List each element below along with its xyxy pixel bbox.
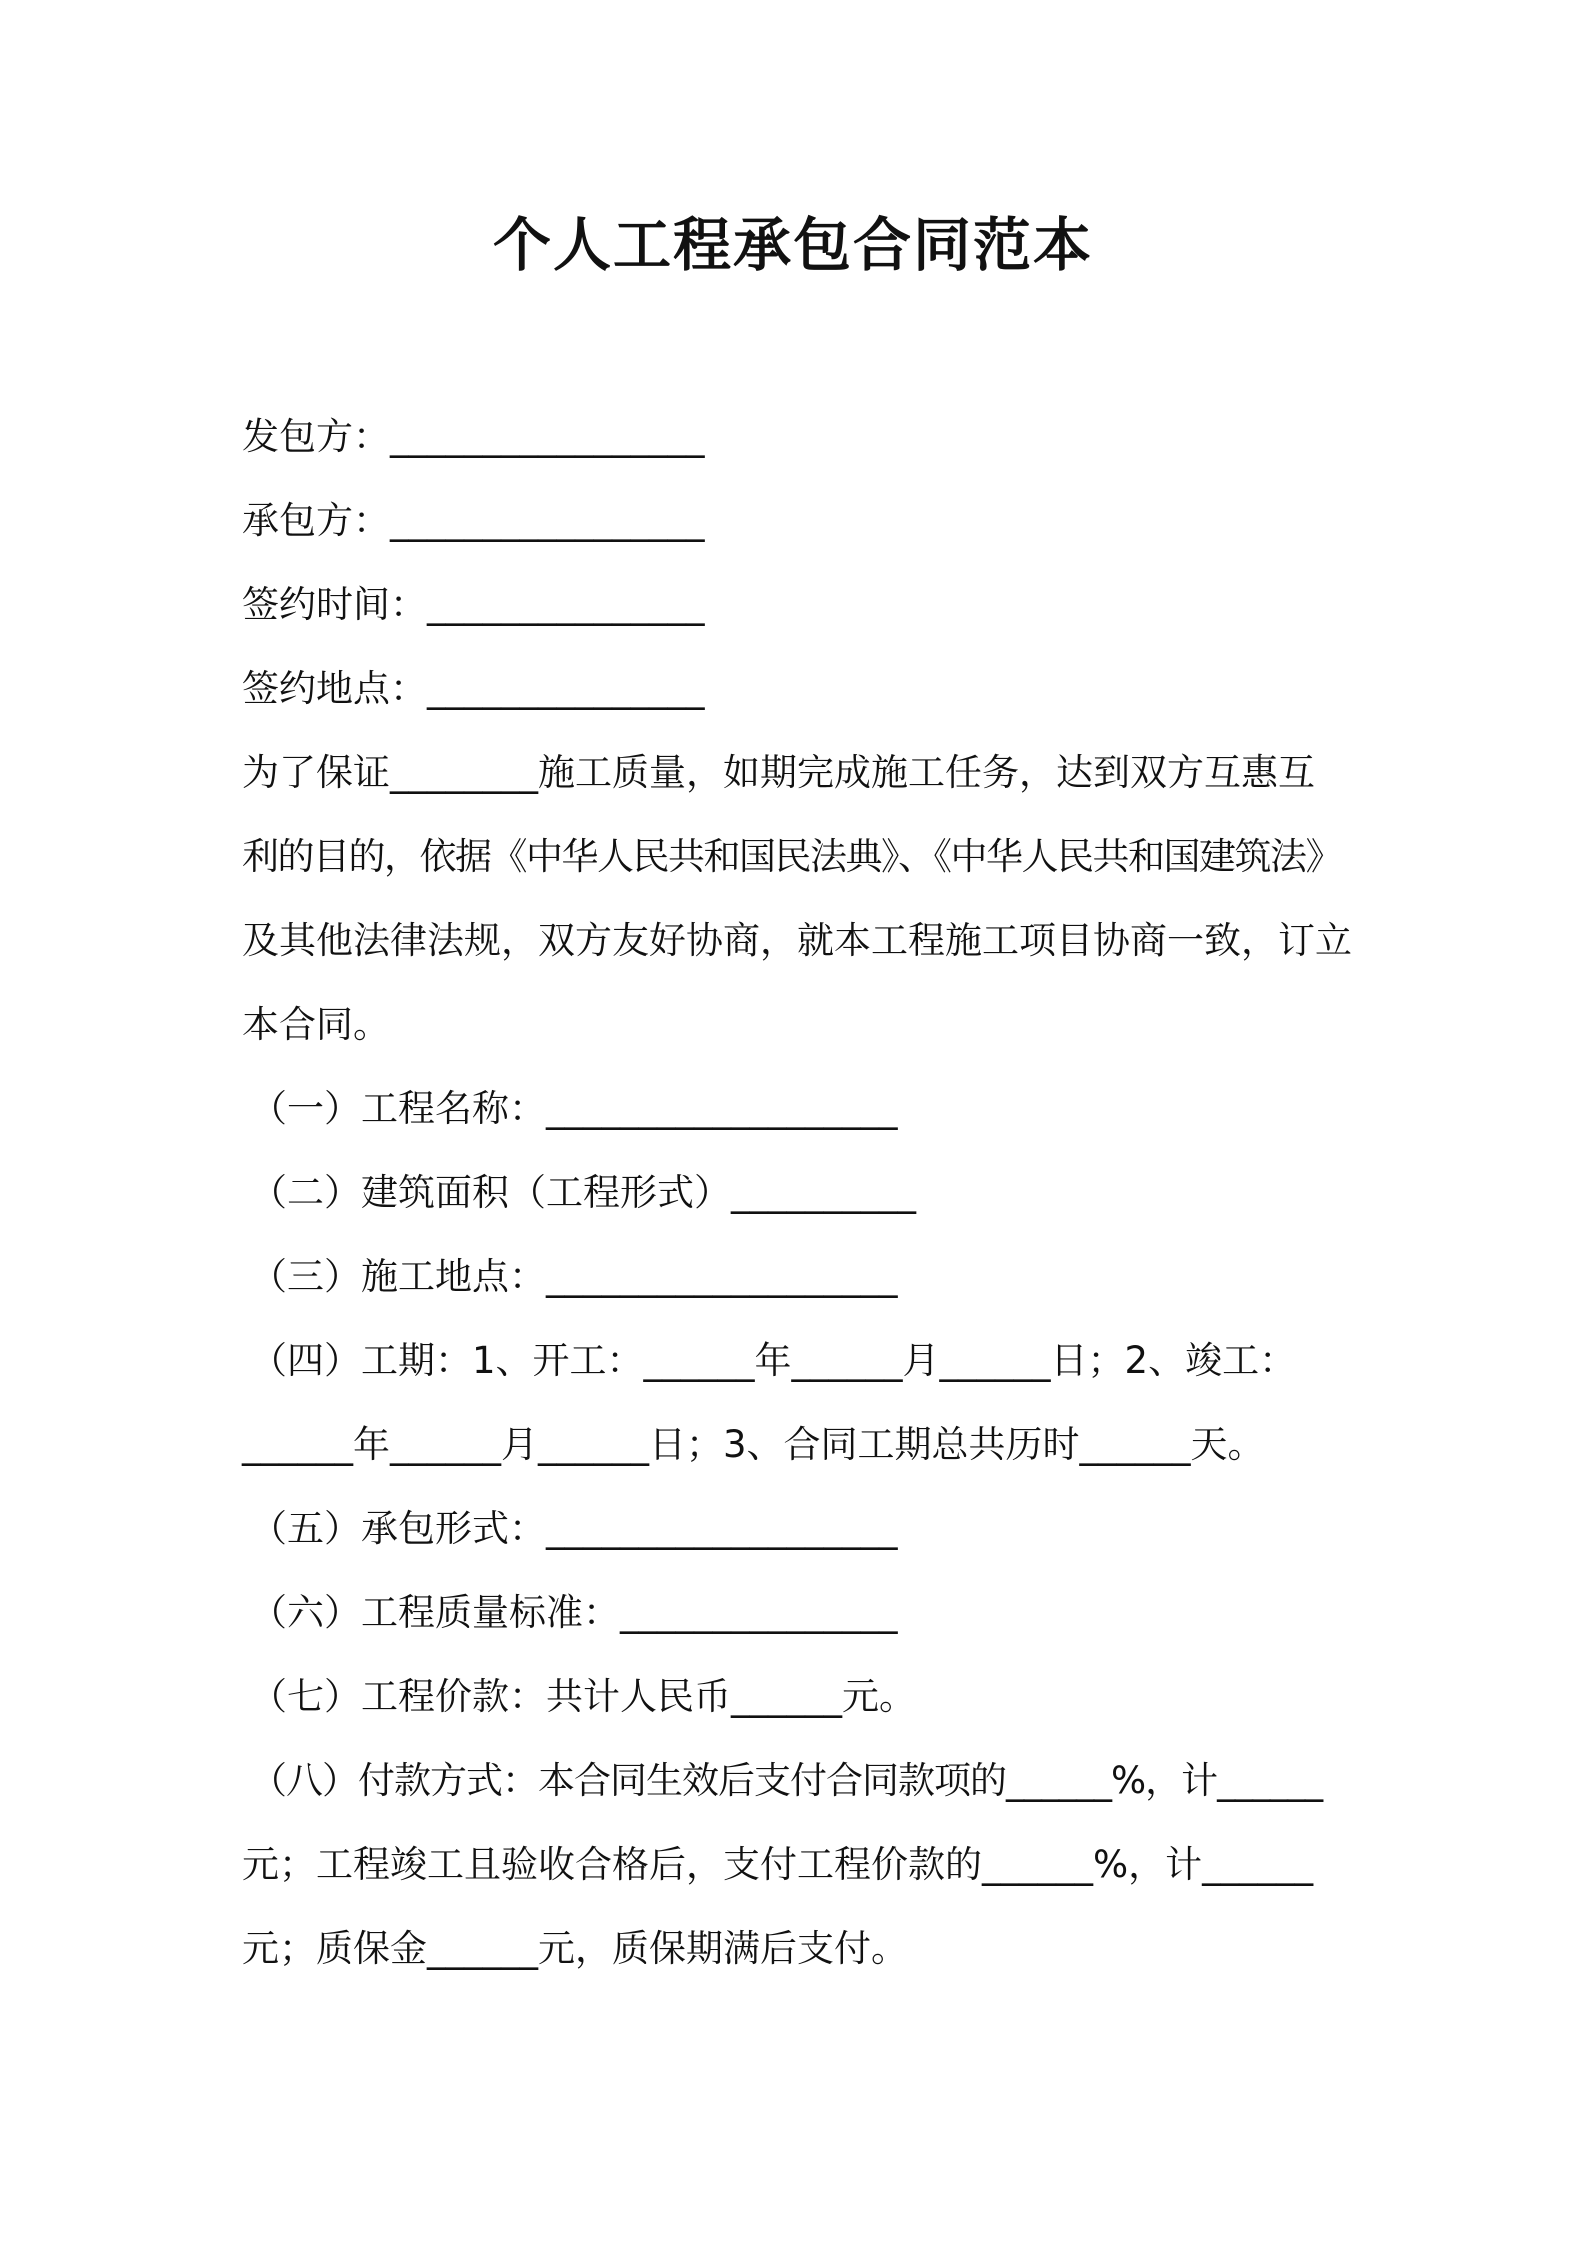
clause-4-schedule-line-2: ______年______月______日；3、合同工期总共历时______天。 xyxy=(242,1423,1265,1466)
clause-6-quality-standard: （六）工程质量标准：_______________ xyxy=(250,1591,898,1634)
signing-time-line: 签约时间：_______________ xyxy=(242,583,705,626)
clause-8-payment-line-2: 元；工程竣工且验收合格后，支付工程价款的______%，计______ xyxy=(242,1843,1314,1886)
preamble-line-3: 及其他法律法规，双方友好协商，就本工程施工项目协商一致，订立 xyxy=(242,919,1352,962)
preamble-line-4: 本合同。 xyxy=(242,1003,390,1046)
document-body xyxy=(242,395,1362,1991)
clause-8-payment-line-3: 元；质保金______元，质保期满后支付。 xyxy=(242,1927,908,1970)
party-b-line: 承包方：_________________ xyxy=(242,499,705,542)
preamble-line-1: 为了保证________施工质量，如期完成施工任务，达到双方互惠互 xyxy=(242,751,1315,794)
clause-2-building-area: （二）建筑面积（工程形式）__________ xyxy=(250,1171,916,1214)
clause-4-schedule-line-1: （四）工期：1、开工：______年______月______日；2、竣工： xyxy=(250,1339,1297,1382)
clause-1-project-name: （一）工程名称：___________________ xyxy=(250,1087,898,1130)
clause-8-payment-line-1: （八）付款方式：本合同生效后支付合同款项的______%，计______ xyxy=(250,1759,1323,1802)
document-title: 个人工程承包合同范本 xyxy=(492,211,1093,279)
signing-place-line: 签约地点：_______________ xyxy=(242,667,705,710)
clause-5-contract-form: （五）承包形式：___________________ xyxy=(250,1507,898,1550)
clause-7-price: （七）工程价款：共计人民币______元。 xyxy=(250,1675,916,1718)
party-a-line: 发包方：_________________ xyxy=(242,415,705,458)
preamble-line-2: 利的目的，依据《中华人民共和国民法典》、《中华人民共和国建筑法》 xyxy=(242,835,1341,878)
clause-3-construction-site: （三）施工地点：___________________ xyxy=(250,1255,898,1298)
